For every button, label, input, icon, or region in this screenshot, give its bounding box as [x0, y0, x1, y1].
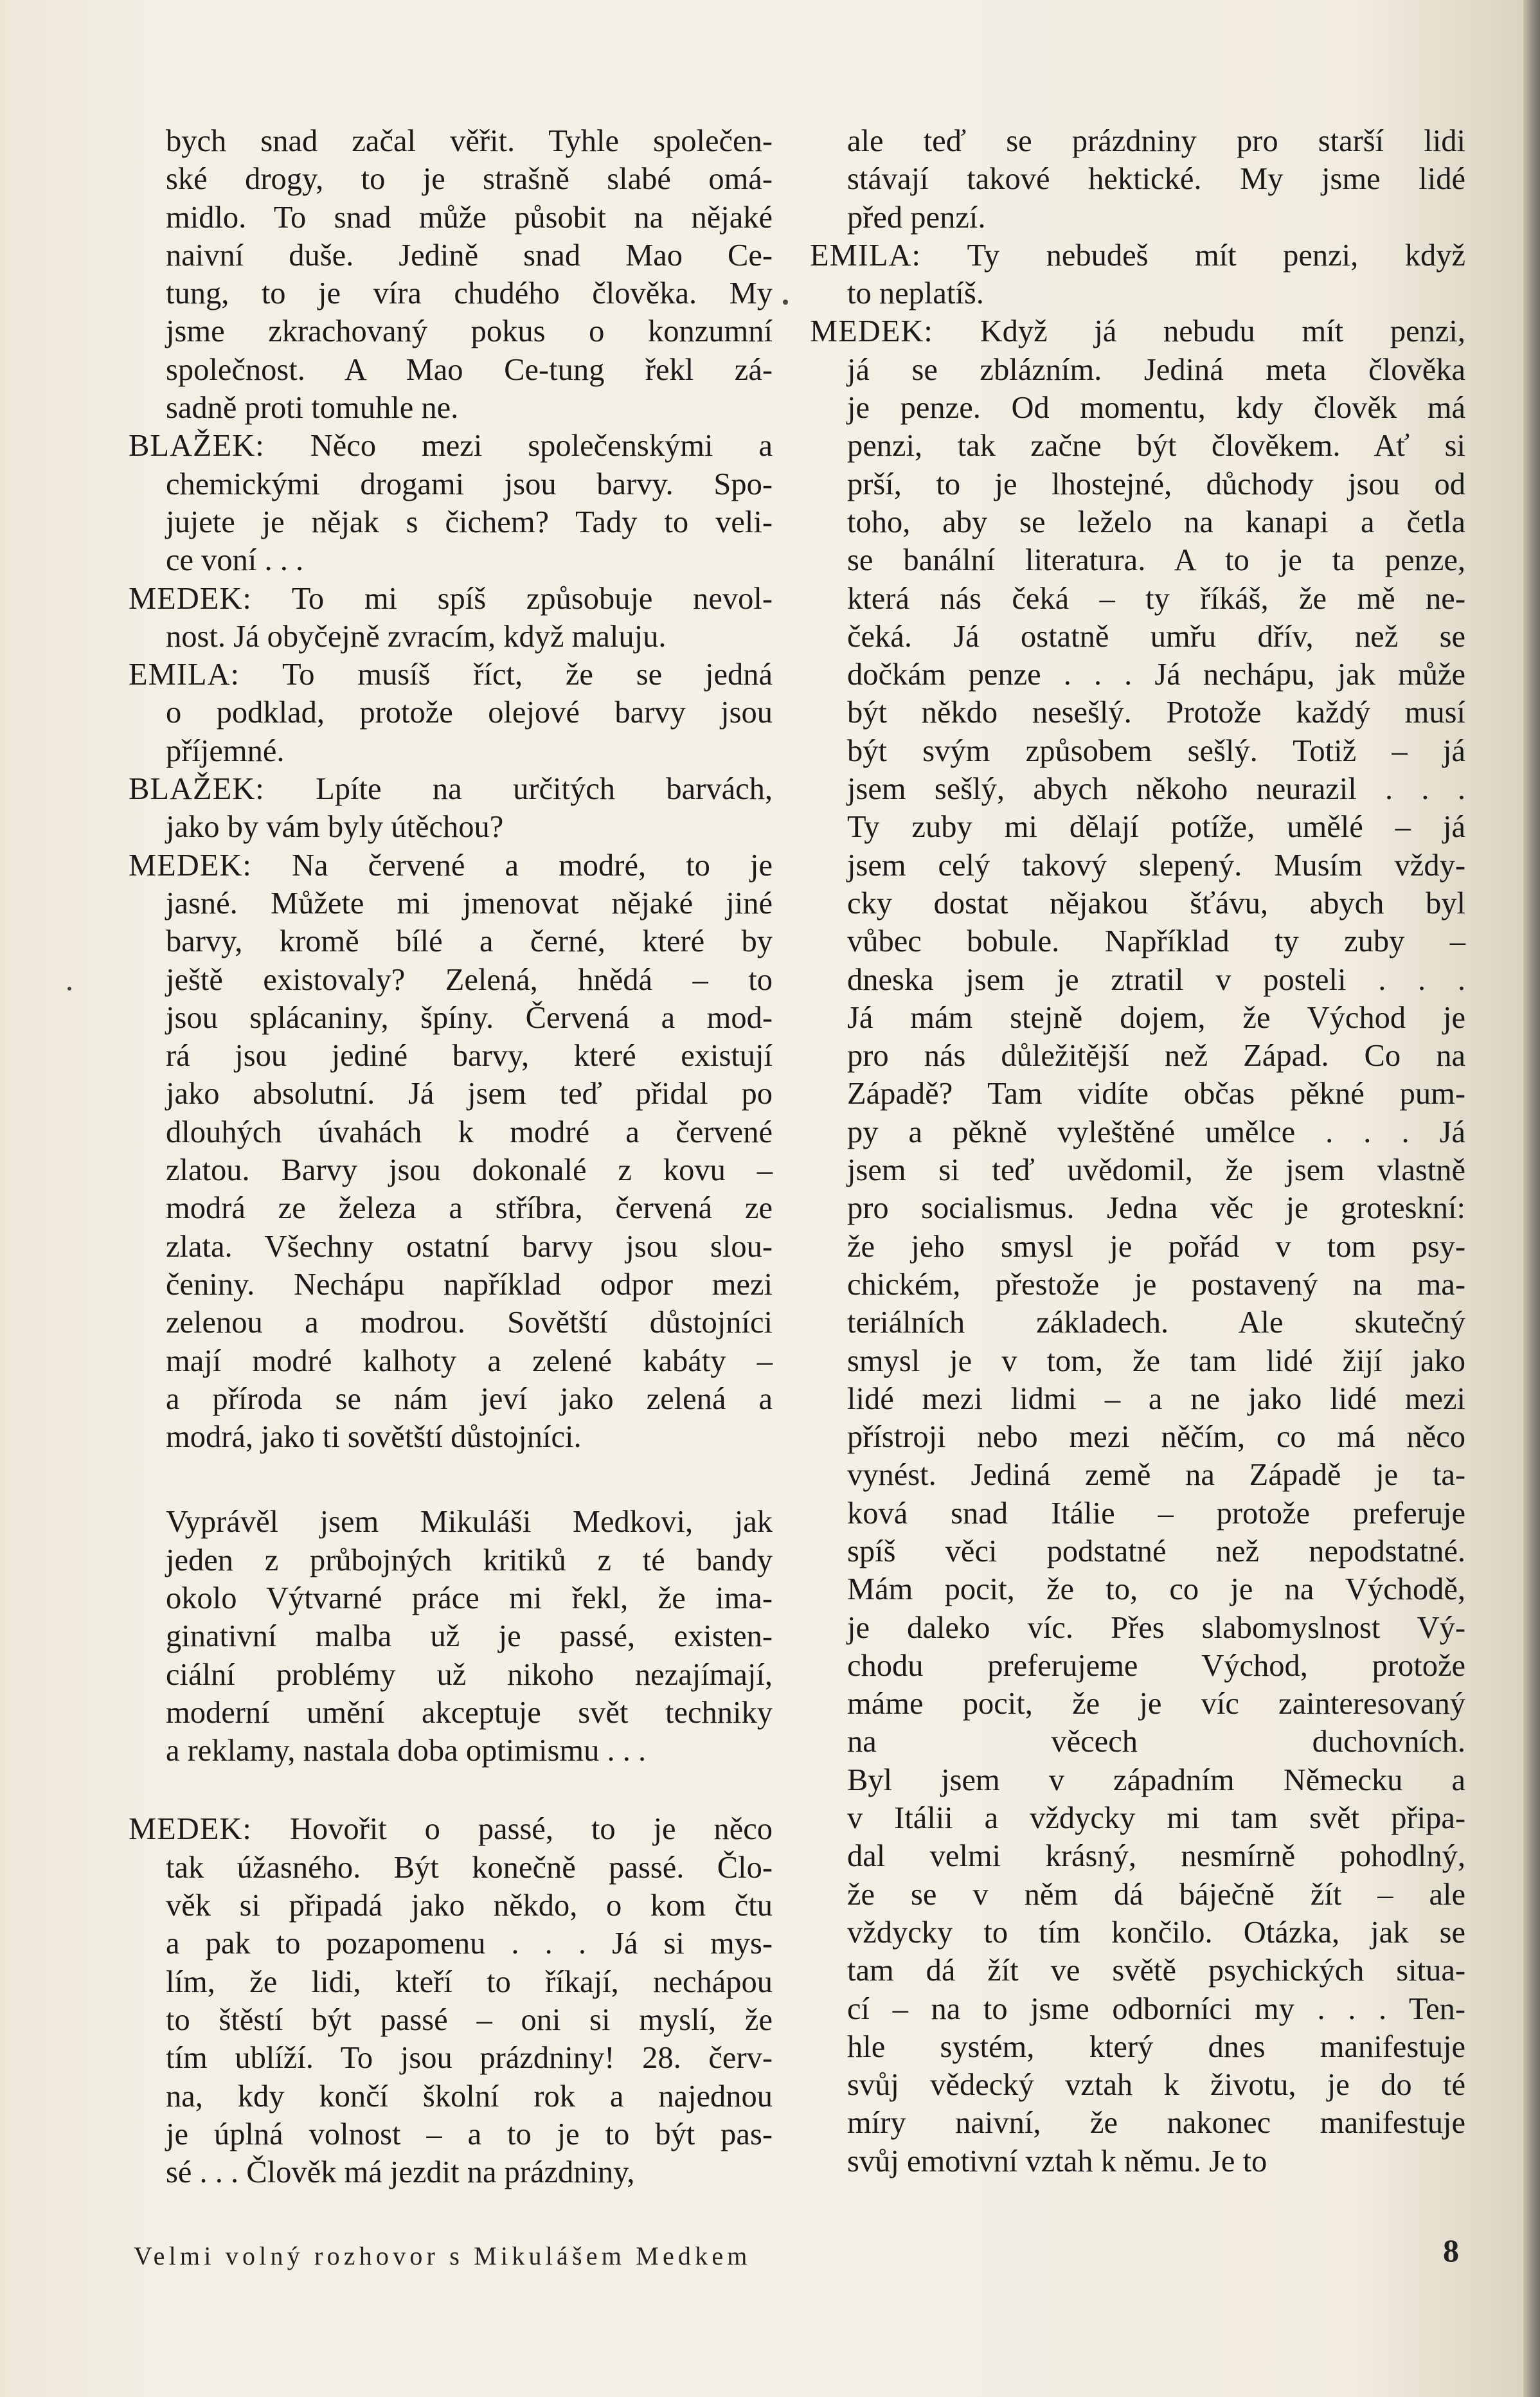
text-line	[166, 1925, 773, 1962]
line-text: je daleko víc. Přes slabomyslnost Vý-	[847, 1610, 1465, 1645]
narration-paragraph	[129, 1503, 773, 1770]
text-line	[166, 732, 773, 770]
text-line	[847, 1876, 1465, 1914]
line-text: jasné. Můžete mi jmenovat nějaké jiné	[166, 886, 773, 920]
text-line	[166, 1380, 773, 1418]
line-text: chemickými drogami jsou barvy. Spo-	[166, 467, 773, 501]
text-line	[847, 1380, 1465, 1418]
line-text: pro socialismus. Jedna věc je groteskní:	[847, 1191, 1465, 1226]
text-line	[847, 1914, 1465, 1952]
text-line	[847, 1723, 1465, 1761]
line-text: míry naivní, že nakonec manifestuje	[847, 2106, 1465, 2141]
line-text: tak úžasného. Být konečně passé. Člo-	[166, 1850, 773, 1885]
text-line	[847, 1189, 1465, 1227]
text-line	[847, 465, 1465, 503]
text-line	[847, 732, 1465, 770]
page-number: 8	[1443, 2232, 1459, 2268]
line-text: to štěstí být passé – oni si myslí, že	[166, 2002, 773, 2037]
line-text: nost. Já obyčejně zvracím, když maluju.	[166, 619, 667, 654]
line-text: zelenou a modrou. Sovětští důstojníci	[166, 1306, 773, 1340]
text-line	[166, 1189, 773, 1227]
line-text: To musíš říct, že se jedná	[282, 658, 773, 692]
line-text: pro nás důležitější než Západ. Co na	[847, 1039, 1465, 1073]
text-line	[847, 2028, 1465, 2066]
text-line	[847, 1990, 1465, 2028]
speaker-name: MEDEK:	[129, 581, 252, 616]
text-line	[166, 199, 773, 237]
line-text: lidé mezi lidmi – a ne jako lidé mezi	[847, 1381, 1465, 1416]
line-text: dneska jsem je ztratil v posteli . . .	[847, 962, 1465, 997]
line-text: mají modré kalhoty a zelené kabáty –	[166, 1343, 773, 1378]
text-line	[847, 2066, 1465, 2104]
text-line	[847, 2142, 1465, 2180]
text-line	[129, 580, 773, 618]
text-line	[847, 770, 1465, 808]
line-text: jsem celý takový slepený. Musím vždy-	[847, 848, 1465, 883]
line-text: hle systém, který dnes manifestuje	[847, 2029, 1465, 2064]
text-line	[847, 1799, 1465, 1837]
line-text: ské drogy, to je strašně slabé omá-	[166, 162, 773, 197]
line-text: přístroji nebo mezi něčím, co má něco	[847, 1420, 1465, 1455]
text-line	[129, 1810, 773, 1848]
line-text: naivní duše. Jedině snad Mao Ce-	[166, 238, 773, 273]
line-text: ale teď se prázdniny pro starší lidi	[847, 124, 1465, 158]
text-line	[166, 808, 773, 846]
text-line	[847, 1952, 1465, 1989]
line-text: být svým způsobem sešlý. Totiž – já	[847, 733, 1465, 768]
text-line	[166, 1541, 773, 1579]
line-text: bych snad začal věřit. Tyhle společen-	[166, 124, 773, 158]
text-line	[166, 1266, 773, 1304]
text-line	[166, 2039, 773, 2077]
text-line	[166, 1151, 773, 1189]
text-line	[847, 694, 1465, 732]
text-line	[847, 1837, 1465, 1875]
text-line	[166, 1418, 773, 1456]
line-text: na věcech duchovních.	[847, 1725, 1465, 1759]
line-text: to neplatíš.	[847, 276, 984, 311]
line-text: svůj vědecký vztah k životu, je do té	[847, 2068, 1465, 2103]
line-text: tam dá žít ve světě psychických situa-	[847, 1953, 1465, 1988]
line-text: jsme zkrachovaný pokus o konzumní	[166, 314, 773, 349]
line-text: že se v něm dá báječně žít – ale	[847, 1877, 1465, 1912]
line-text: sé . . . Člověk má jezdit na prázdniny,	[166, 2155, 635, 2190]
text-line	[166, 1228, 773, 1266]
text-line	[166, 541, 773, 579]
line-text: čeká. Já ostatně umřu dřív, než se	[847, 619, 1465, 654]
text-line	[166, 1037, 773, 1075]
line-text: Byl jsem v západním Německu a	[847, 1763, 1465, 1797]
text-line	[847, 999, 1465, 1037]
text-line	[847, 1495, 1465, 1532]
line-text: smysl je v tom, že tam lidé žijí jako	[847, 1343, 1465, 1378]
page-edge-shadow	[1523, 0, 1540, 2397]
line-text: zlatou. Barvy jsou dokonalé z kovu –	[166, 1153, 773, 1188]
line-text: penzi, tak začne být člověkem. Ať si	[847, 429, 1465, 463]
text-line	[166, 465, 773, 503]
running-title: Velmi volný rozhovor s Mikulášem Medkem	[134, 2241, 751, 2270]
text-line	[166, 312, 773, 350]
text-line	[847, 274, 1465, 312]
text-line	[847, 1342, 1465, 1380]
line-text: cky dostat nějakou šťávu, abych byl	[847, 886, 1465, 920]
line-text: na, kdy končí školní rok a najednou	[166, 2079, 773, 2114]
line-text: Ty nebudeš mít penzi, když	[967, 238, 1465, 273]
text-line	[166, 884, 773, 922]
dialogue-paragraph	[129, 770, 773, 847]
line-text: ještě existovaly? Zelená, hnědá – to	[166, 962, 773, 997]
line-text: je penze. Od momentu, kdy člověk má	[847, 391, 1465, 426]
line-text: modrá ze železa a stříbra, červená ze	[166, 1191, 773, 1226]
line-text: chodu preferujeme Východ, protože	[847, 1648, 1465, 1683]
text-line	[847, 618, 1465, 656]
line-text: Když já nebudu mít penzi,	[980, 314, 1465, 349]
line-text: věk si připadá jako někdo, o kom čtu	[166, 1889, 773, 1923]
text-line	[847, 1609, 1465, 1647]
line-text: jako absolutní. Já jsem teď přidal po	[166, 1077, 773, 1111]
text-line	[810, 237, 1465, 274]
speaker-name: BLAŽEK:	[129, 429, 265, 463]
text-line	[166, 1849, 773, 1887]
text-line	[847, 1532, 1465, 1570]
continued-paragraph	[810, 122, 1465, 237]
text-line	[129, 656, 773, 694]
text-line	[847, 351, 1465, 389]
text-line	[847, 884, 1465, 922]
speaker-name: MEDEK:	[129, 1812, 252, 1847]
left-text-column	[129, 122, 773, 2191]
text-line	[166, 1732, 773, 1770]
line-text: Něco mezi společenskými a	[310, 429, 773, 463]
text-line	[847, 122, 1465, 160]
text-line	[847, 1570, 1465, 1608]
line-text: svůj emotivní vztah k němu. Je to	[847, 2144, 1267, 2178]
speaker-name: BLAŽEK:	[129, 772, 265, 807]
text-line	[847, 1456, 1465, 1494]
right-text-column	[810, 122, 1465, 2180]
line-text: a reklamy, nastala doba optimismu . . .	[166, 1734, 647, 1768]
speaker-name: MEDEK:	[129, 848, 252, 883]
text-line	[166, 1503, 773, 1541]
line-text: ková snad Itálie – protože preferuje	[847, 1496, 1465, 1531]
text-line	[847, 580, 1465, 618]
text-line	[847, 1761, 1465, 1799]
line-text: tím ublíží. To jsou prázdniny! 28. červ-	[166, 2041, 773, 2076]
line-text: ce voní . . .	[166, 543, 304, 578]
print-speck	[783, 300, 788, 305]
line-text: Já mám stejně dojem, že Východ je	[847, 1000, 1465, 1035]
line-text: a příroda se nám jeví jako zelená a	[166, 1381, 773, 1416]
line-text: Západě? Tam vidíte občas pěkné pum-	[847, 1077, 1465, 1111]
text-line	[166, 1963, 773, 2001]
text-line	[166, 961, 773, 999]
line-text: ciální problémy už nikoho nezajímají,	[166, 1657, 773, 1692]
speaker-name: MEDEK:	[810, 314, 933, 349]
line-text: jako by vám byly útěchou?	[166, 810, 504, 845]
text-line	[166, 503, 773, 541]
line-text: barvy, kromě bílé a černé, které by	[166, 924, 773, 959]
text-line	[847, 541, 1465, 579]
text-line	[847, 1647, 1465, 1685]
text-line	[847, 503, 1465, 541]
line-text: jeden z průbojných kritiků z té bandy	[166, 1543, 773, 1577]
line-text: vždycky to tím končilo. Otázka, jak se	[847, 1915, 1465, 1950]
line-text: vynést. Jediná země na Západě je ta-	[847, 1458, 1465, 1493]
text-line	[847, 1113, 1465, 1151]
text-line	[166, 351, 773, 389]
text-line	[129, 770, 773, 808]
line-text: o podklad, protože olejové barvy jsou	[166, 696, 773, 730]
line-text: To mi spíš způsobuje nevol-	[291, 581, 773, 616]
line-text: cí – na to jsme odborníci my . . . Ten-	[847, 1991, 1465, 2026]
text-line	[166, 1075, 773, 1113]
line-text: vůbec bobule. Například ty zuby –	[847, 924, 1465, 959]
line-text: ginativní malba už je passé, existen-	[166, 1619, 773, 1654]
line-text: jujete je nějak s čichem? Tady to veli-	[166, 505, 773, 539]
dialogue-paragraph	[129, 1810, 773, 2191]
text-line	[166, 1694, 773, 1732]
line-text: být někdo nesešlý. Protože každý musí	[847, 696, 1465, 730]
text-line	[847, 1228, 1465, 1266]
text-line	[166, 2153, 773, 2191]
text-line	[129, 427, 773, 465]
text-line	[847, 2104, 1465, 2142]
line-text: společnost. A Mao Ce-tung řekl zá-	[166, 352, 773, 387]
speaker-name: EMILA:	[129, 658, 240, 692]
line-text: dal velmi krásný, nesmírně pohodlný,	[847, 1839, 1465, 1874]
text-line	[847, 1075, 1465, 1113]
text-line	[166, 2078, 773, 2115]
line-text: Mám pocit, že to, co je na Východě,	[847, 1572, 1465, 1607]
text-line	[166, 389, 773, 427]
line-text: okolo Výtvarné práce mi řekl, že ima-	[166, 1581, 773, 1615]
line-text: spíš věci podstatné než nepodstatné.	[847, 1534, 1465, 1568]
line-text: Ty zuby mi dělají potíže, umělé – já	[847, 810, 1465, 845]
text-line	[166, 1579, 773, 1617]
text-line	[166, 2001, 773, 2039]
line-text: moderní umění akceptuje svět techniky	[166, 1695, 773, 1730]
text-line	[166, 1887, 773, 1925]
text-line	[847, 1151, 1465, 1189]
text-line	[847, 1304, 1465, 1342]
line-text: jsem sešlý, abych někoho neurazil . . .	[847, 772, 1465, 807]
text-line	[166, 2115, 773, 2153]
line-text: modrá, jako ti sovětští důstojníci.	[166, 1420, 582, 1455]
text-line	[847, 1266, 1465, 1304]
text-line	[166, 1113, 773, 1151]
text-line	[166, 922, 773, 960]
text-line	[166, 122, 773, 160]
line-text: že jeho smysl je pořád v tom psy-	[847, 1229, 1465, 1264]
text-line	[847, 1037, 1465, 1075]
line-text: já se zblázním. Jediná meta člověka	[847, 352, 1465, 387]
line-text: dočkám penze . . . Já nechápu, jak může	[847, 658, 1465, 692]
line-text: čeniny. Nechápu například odpor mezi	[166, 1267, 773, 1302]
text-line	[166, 274, 773, 312]
line-text: a pak to pozapomenu . . . Já si mys-	[166, 1926, 773, 1961]
text-line	[166, 1304, 773, 1342]
text-line	[847, 656, 1465, 694]
line-text: sadně proti tomuhle ne.	[166, 391, 459, 426]
line-text: teriálních základech. Ale skutečný	[847, 1306, 1465, 1340]
text-line	[810, 312, 1465, 350]
text-line	[847, 1418, 1465, 1456]
text-line	[166, 694, 773, 732]
line-text: stávají takové hektické. My jsme lidé	[847, 162, 1465, 197]
dialogue-paragraph	[129, 580, 773, 656]
line-text: máme pocit, že je víc zainteresovaný	[847, 1687, 1465, 1721]
line-text: Vyprávěl jsem Mikuláši Medkovi, jak	[166, 1505, 773, 1540]
line-text: toho, aby se leželo na kanapi a četla	[847, 505, 1465, 539]
line-text: py a pěkně vyleštěné umělce . . . Já	[847, 1115, 1465, 1149]
line-text: rá jsou jediné barvy, které existují	[166, 1039, 773, 1073]
line-text: před penzí.	[847, 200, 986, 235]
text-line	[847, 847, 1465, 884]
line-text: která nás čeká – ty říkáš, že mě ne-	[847, 581, 1465, 616]
text-line	[129, 847, 773, 884]
line-text: jsou splácaniny, špíny. Červená a mod-	[166, 1000, 773, 1035]
line-text: v Itálii a vždycky mi tam svět připa-	[847, 1801, 1465, 1836]
line-text: chickém, přestože je postavený na ma-	[847, 1267, 1465, 1302]
text-line	[166, 160, 773, 198]
text-line	[166, 1342, 773, 1380]
text-line	[166, 237, 773, 274]
text-line	[847, 160, 1465, 198]
dialogue-paragraph	[129, 847, 773, 1457]
text-line	[847, 1685, 1465, 1723]
continued-paragraph	[129, 122, 773, 427]
line-text: Hovořit o passé, to je něco	[289, 1812, 773, 1847]
text-line	[847, 961, 1465, 999]
print-speck	[67, 987, 71, 991]
text-line	[847, 427, 1465, 465]
line-text: Na červené a modré, to je	[292, 848, 773, 883]
line-text: prší, to je lhostejné, důchody jsou od	[847, 467, 1465, 501]
text-line	[166, 1617, 773, 1655]
line-text: lím, že lidi, kteří to říkají, nechápou	[166, 1964, 773, 1999]
text-line	[847, 922, 1465, 960]
line-text: je úplná volnost – a to je to být pas-	[166, 2117, 773, 2151]
dialogue-paragraph	[810, 312, 1465, 2180]
dialogue-paragraph	[129, 656, 773, 770]
text-line	[166, 999, 773, 1037]
line-text: dlouhých úvahách k modré a červené	[166, 1115, 773, 1149]
line-text: midlo. To snad může působit na nějaké	[166, 200, 773, 235]
text-line	[847, 808, 1465, 846]
dialogue-paragraph	[810, 237, 1465, 313]
text-line	[166, 618, 773, 656]
text-line	[847, 199, 1465, 237]
line-text: se banální literatura. A to je ta penze,	[847, 543, 1465, 578]
line-text: zlata. Všechny ostatní barvy jsou slou-	[166, 1229, 773, 1264]
line-text: příjemné.	[166, 733, 285, 768]
speaker-name: EMILA:	[810, 238, 922, 273]
line-text: jsem si teď uvědomil, že jsem vlastně	[847, 1153, 1465, 1188]
line-text: tung, to je víra chudého člověka. My	[166, 276, 773, 311]
line-text: Lpíte na určitých barvách,	[316, 772, 773, 807]
text-line	[847, 389, 1465, 427]
dialogue-paragraph	[129, 427, 773, 579]
text-line	[166, 1656, 773, 1694]
